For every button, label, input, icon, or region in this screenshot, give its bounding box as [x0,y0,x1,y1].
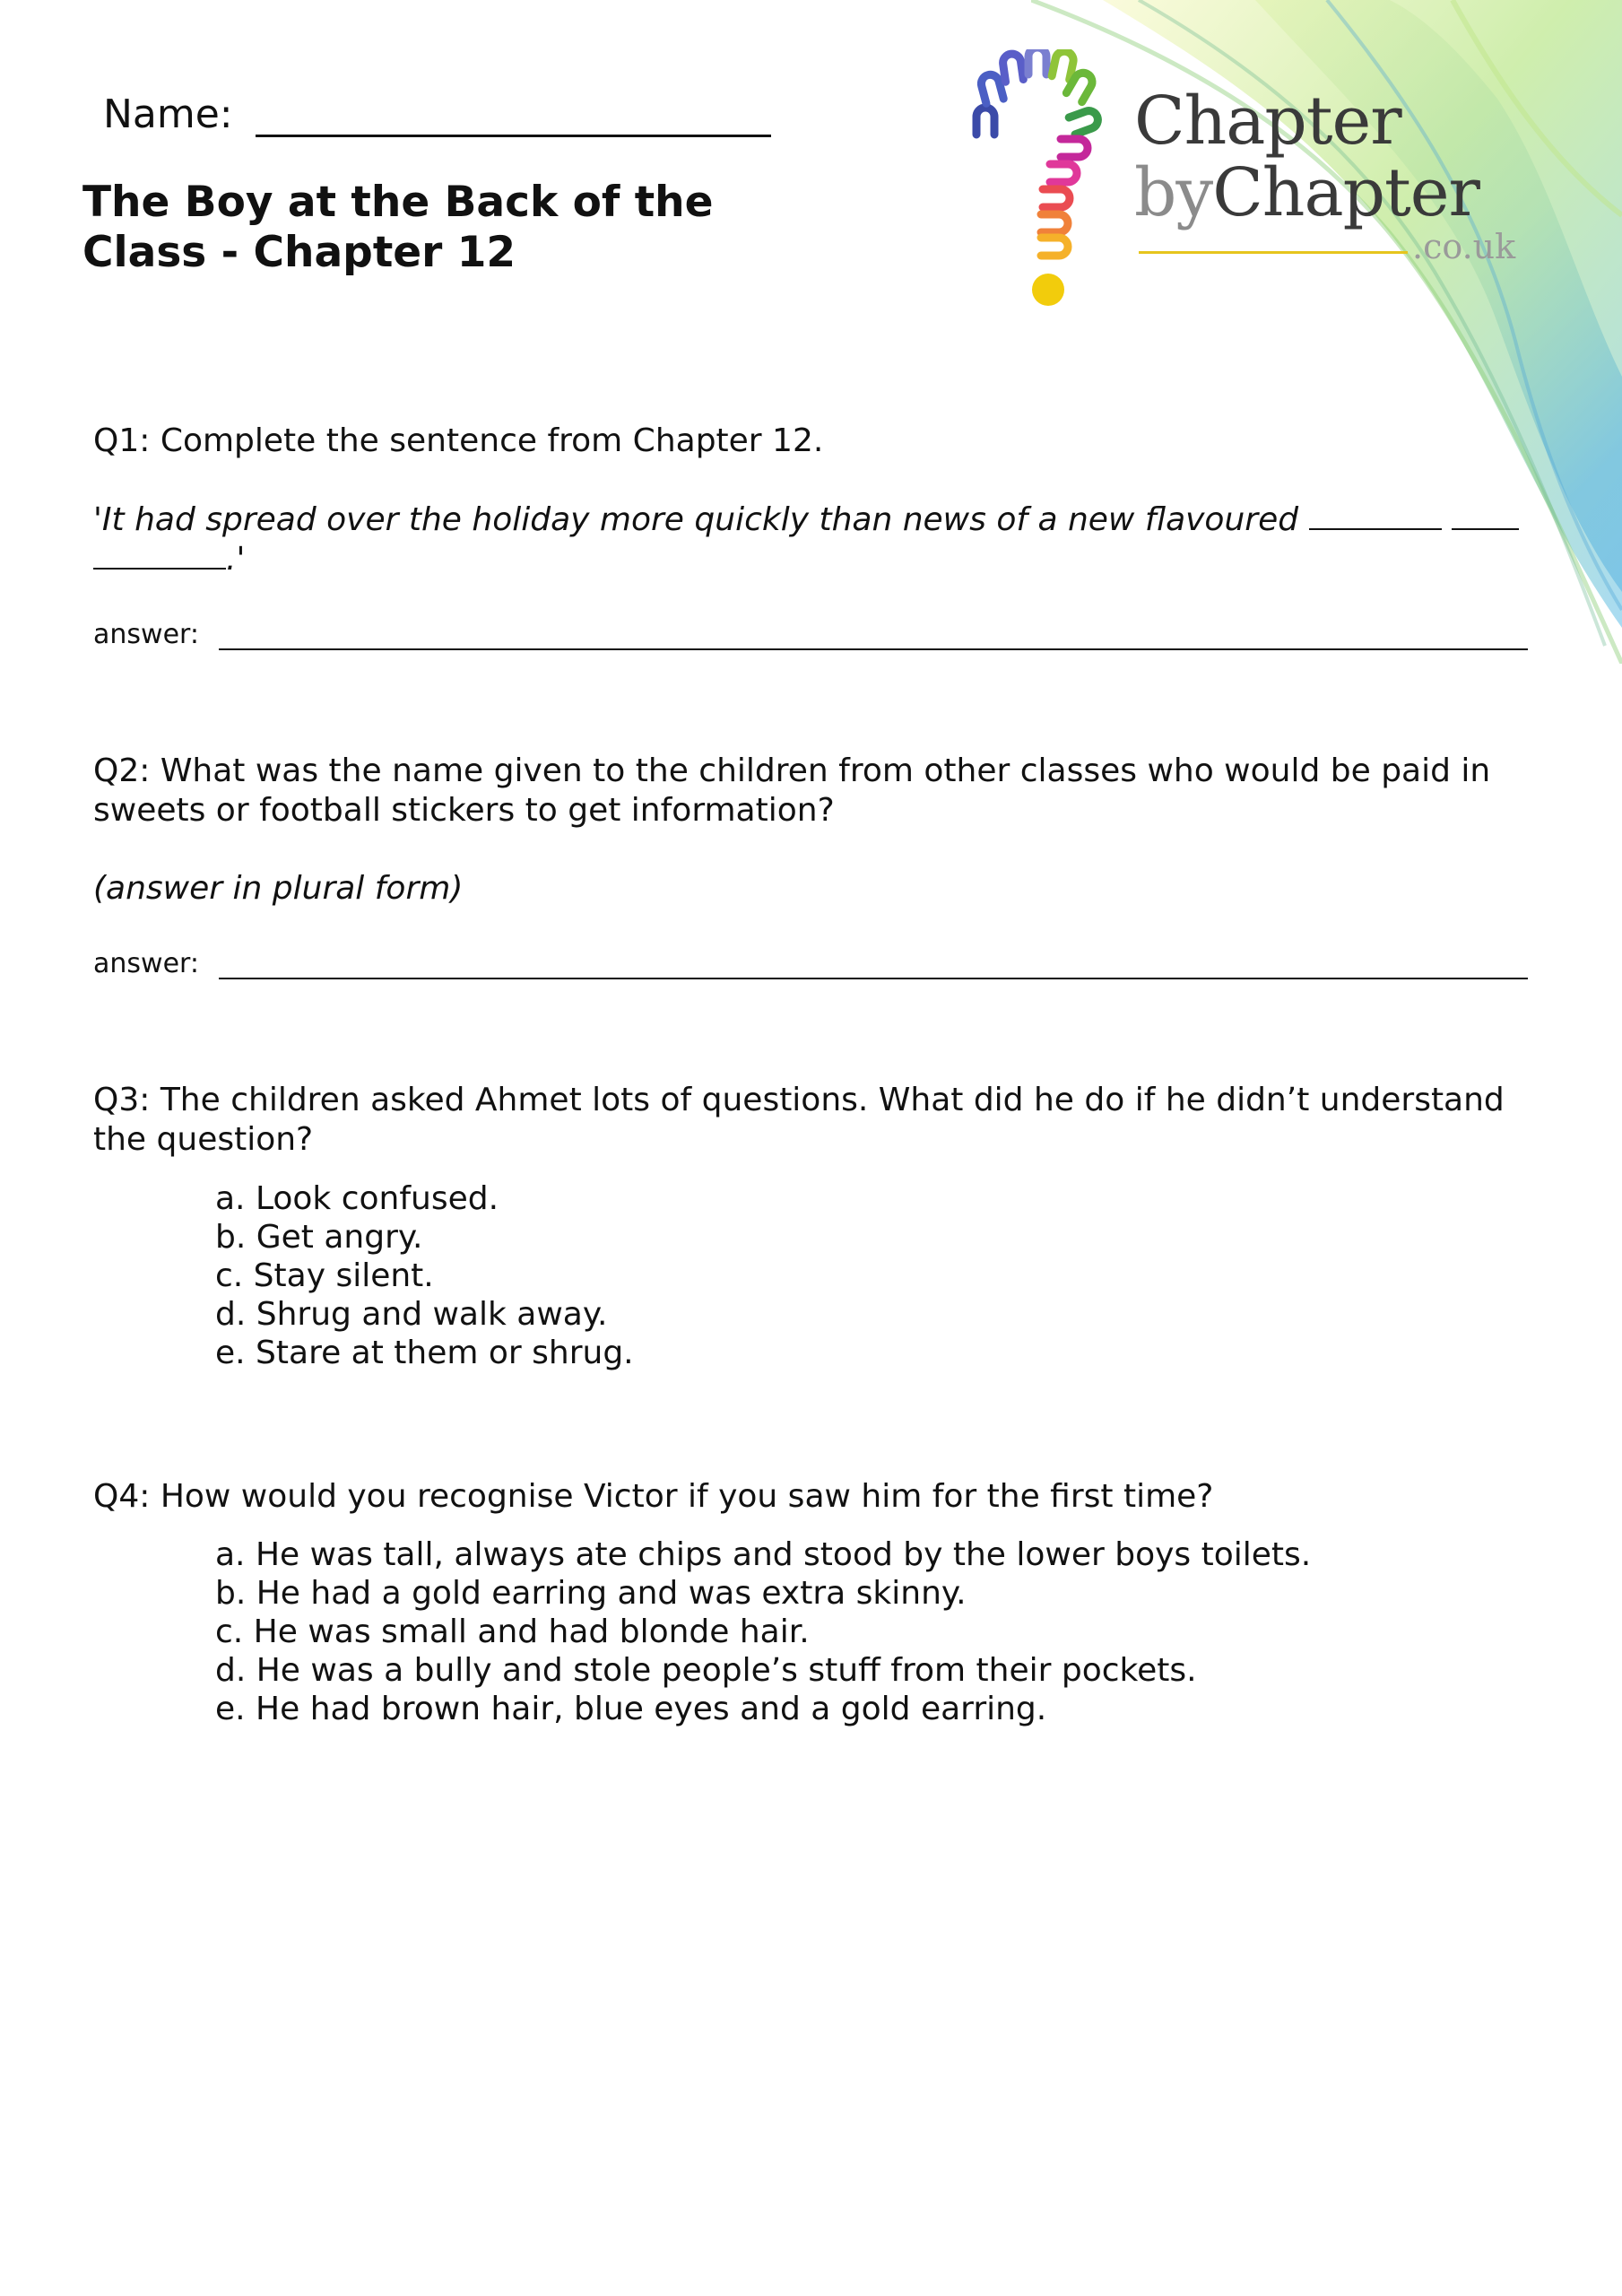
question-4-option-a[interactable]: a. He was tall, always ate chips and stood by the lower boys toilets. [215,1536,1312,1573]
quote-end: .' [226,541,246,578]
question-4-option-c[interactable]: c. He was small and had blonde hair. [215,1613,810,1650]
question-1-quote [93,500,1537,579]
brand-domain: .co.uk [1412,227,1516,266]
question-2-note: (answer in plural form) [93,870,464,907]
brand-name-line1: Chapter [1134,83,1401,160]
question-4-options [215,1535,1311,1728]
question-2-answer-line[interactable] [219,951,1528,979]
question-3-option-e[interactable]: e. Stare at them or shrug. [215,1335,634,1371]
brand-chapter: Chapter [1212,154,1479,231]
question-3-option-b[interactable]: b. Get angry. [215,1219,423,1256]
question-1-answer-row [93,619,1528,650]
question-4-option-b[interactable]: b. He had a gold earring and was extra skinny. [215,1575,967,1612]
name-field-row [103,90,771,137]
brand-logo [1134,83,1516,266]
brand-by: by [1134,154,1213,231]
question-3-text: Q3: The children asked Ahmet lots of questions. What did he do if he didn’t understand the question? [93,1082,1505,1158]
question-3-option-c[interactable]: c. Stay silent. [215,1257,434,1294]
question-3-options [215,1179,634,1372]
question-mark-book-spine-logo [964,49,1121,309]
question-2-text: Q2: What was the name given to the children from other classes who would be paid in sweets or football stickers to get information? [93,752,1491,829]
question-1-text: Q1: Complete the sentence from Chapter 12. [93,422,824,459]
brand-underline [1139,251,1408,254]
answer-label: answer: [93,948,199,979]
answer-label: answer: [93,619,199,650]
question-1-answer-line[interactable] [219,622,1528,650]
quote-text: 'It had spread over the holiday more quickly than news of a new flavoured [93,501,1299,538]
name-label: Name: [103,91,233,137]
quote-blank-1 [1309,501,1442,530]
question-3-option-a[interactable]: a. Look confused. [215,1180,499,1217]
page-title: The Boy at the Back of the Class - Chapter 12 [82,178,714,277]
quote-blank-3 [93,541,226,570]
brand-name-line2 [1134,154,1479,231]
question-4-option-e[interactable]: e. He had brown hair, blue eyes and a gold earring. [215,1691,1047,1727]
question-4-option-d[interactable]: d. He was a bully and stole people’s stuff from their pockets. [215,1652,1197,1689]
name-input-line[interactable] [256,90,771,137]
question-2-answer-row [93,948,1528,979]
question-3-option-d[interactable]: d. Shrug and walk away. [215,1296,608,1333]
question-4-text: Q4: How would you recognise Victor if you saw him for the first time? [93,1478,1214,1515]
quote-blank-2 [1452,501,1519,530]
